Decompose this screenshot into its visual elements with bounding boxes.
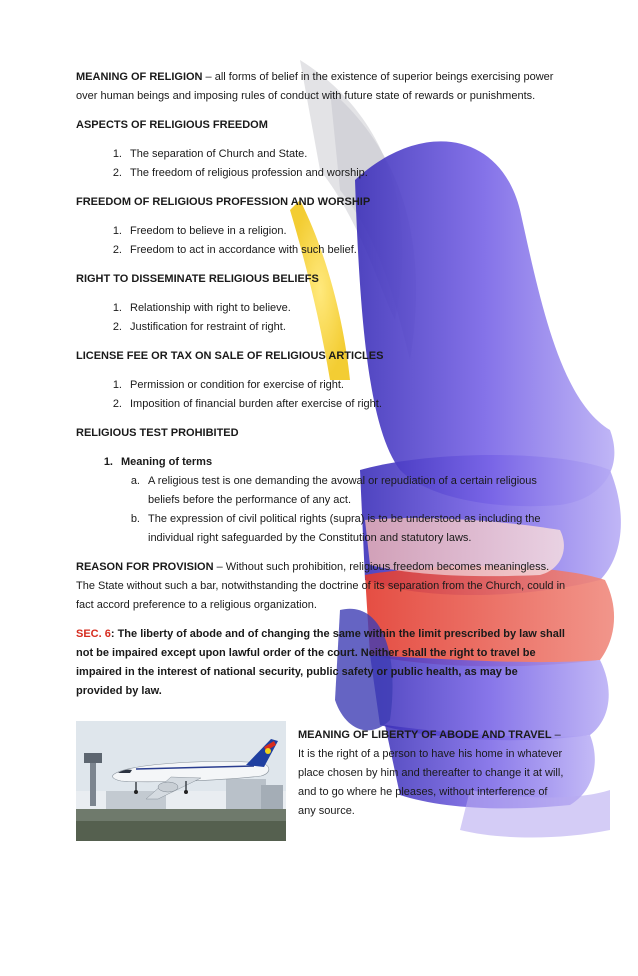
freedom-profession-heading: FREEDOM OF RELIGIOUS PROFESSION AND WORSHIP xyxy=(76,196,371,208)
meaning-of-religion-text: – all forms of belief in the existence of superior beings exercising power over human beings and imposing rules of conduct with future state of rewards or punishments. xyxy=(76,71,554,102)
list-item xyxy=(76,164,566,183)
list-text: The freedom of religious profession and worship. xyxy=(130,167,368,179)
list-text: Freedom to believe in a religion. xyxy=(130,225,287,237)
list-text: The expression of civil political rights (supra) is to be understood as including the individual right safeguarded by the Constitution and statutory laws. xyxy=(148,513,541,544)
list-item xyxy=(76,472,566,510)
list-number: 1. xyxy=(103,456,113,468)
freedom-profession-list xyxy=(76,222,566,260)
list-number: 1. xyxy=(112,379,122,391)
aspects-list xyxy=(76,145,566,183)
list-number: 2. xyxy=(112,167,122,179)
list-text: Freedom to act in accordance with such belief. xyxy=(130,244,357,256)
section-6-text: : The liberty of abode and of changing the same within the limit prescribed by law shall not be impaired except upon lawful order of the court. Neither shall the right to travel be impaired in the interest of national security, public safety or public health, as may be provided by law. xyxy=(76,628,565,697)
section-6-label: SEC. 6 xyxy=(76,628,111,640)
list-text: Relationship with right to believe. xyxy=(130,302,291,314)
list-letter: b. xyxy=(130,513,140,525)
list-number: 1. xyxy=(112,302,122,314)
religious-test-heading: RELIGIOUS TEST PROHIBITED xyxy=(76,427,239,439)
aspects-heading: ASPECTS OF RELIGIOUS FREEDOM xyxy=(76,119,268,131)
list-item xyxy=(76,376,566,395)
disseminate-heading: RIGHT TO DISSEMINATE RELIGIOUS BELIEFS xyxy=(76,273,319,285)
list-letter: a. xyxy=(130,475,140,487)
list-number: 2. xyxy=(112,398,122,410)
section-6 xyxy=(76,625,566,701)
list-text: Justification for restraint of right. xyxy=(130,321,286,333)
liberty-of-abode xyxy=(298,726,566,830)
license-fee-heading: LICENSE FEE OR TAX ON SALE OF RELIGIOUS ARTICLES xyxy=(76,350,384,362)
list-item xyxy=(76,222,566,241)
list-item xyxy=(76,510,566,548)
liberty-section xyxy=(76,715,566,841)
list-text: Imposition of financial burden after exercise of right. xyxy=(130,398,382,410)
list-number: 2. xyxy=(112,321,122,333)
list-text: A religious test is one demanding the avowal or repudiation of a certain religious beliefs before the performance of any act. xyxy=(148,475,537,506)
list-number: 1. xyxy=(112,225,122,237)
airplane-photo xyxy=(76,721,286,841)
reason-text: – Without such prohibition, religious freedom becomes meaningless. The State without such a bar, notwithstanding the doctrine of its separation from the Church, could in fact accord preference to a religious organization. xyxy=(76,561,566,611)
reason-for-provision xyxy=(76,558,566,615)
list-item xyxy=(76,299,566,318)
liberty-heading: MEANING OF LIBERTY OF ABODE AND TRAVEL xyxy=(298,729,552,741)
list-text: The separation of Church and State. xyxy=(130,148,308,160)
list-item xyxy=(76,241,566,260)
disseminate-list xyxy=(76,299,566,337)
meaning-of-religion xyxy=(76,68,566,106)
reason-heading: REASON FOR PROVISION xyxy=(76,561,214,573)
list-item xyxy=(76,145,566,164)
list-item xyxy=(76,395,566,414)
document-body xyxy=(76,68,566,841)
meaning-of-religion-heading: MEANING OF RELIGION xyxy=(76,71,203,83)
license-fee-list xyxy=(76,376,566,414)
list-number: 1. xyxy=(112,148,122,160)
meaning-of-terms-label: Meaning of terms xyxy=(121,456,213,468)
list-item xyxy=(76,318,566,337)
list-text: Permission or condition for exercise of right. xyxy=(130,379,344,391)
meaning-of-terms xyxy=(76,453,566,472)
list-number: 2. xyxy=(112,244,122,256)
liberty-text: – It is the right of a person to have his home in whatever place chosen by him and thereafter to change it at will, and to go where he pleases, without interference of any source. xyxy=(298,729,564,817)
